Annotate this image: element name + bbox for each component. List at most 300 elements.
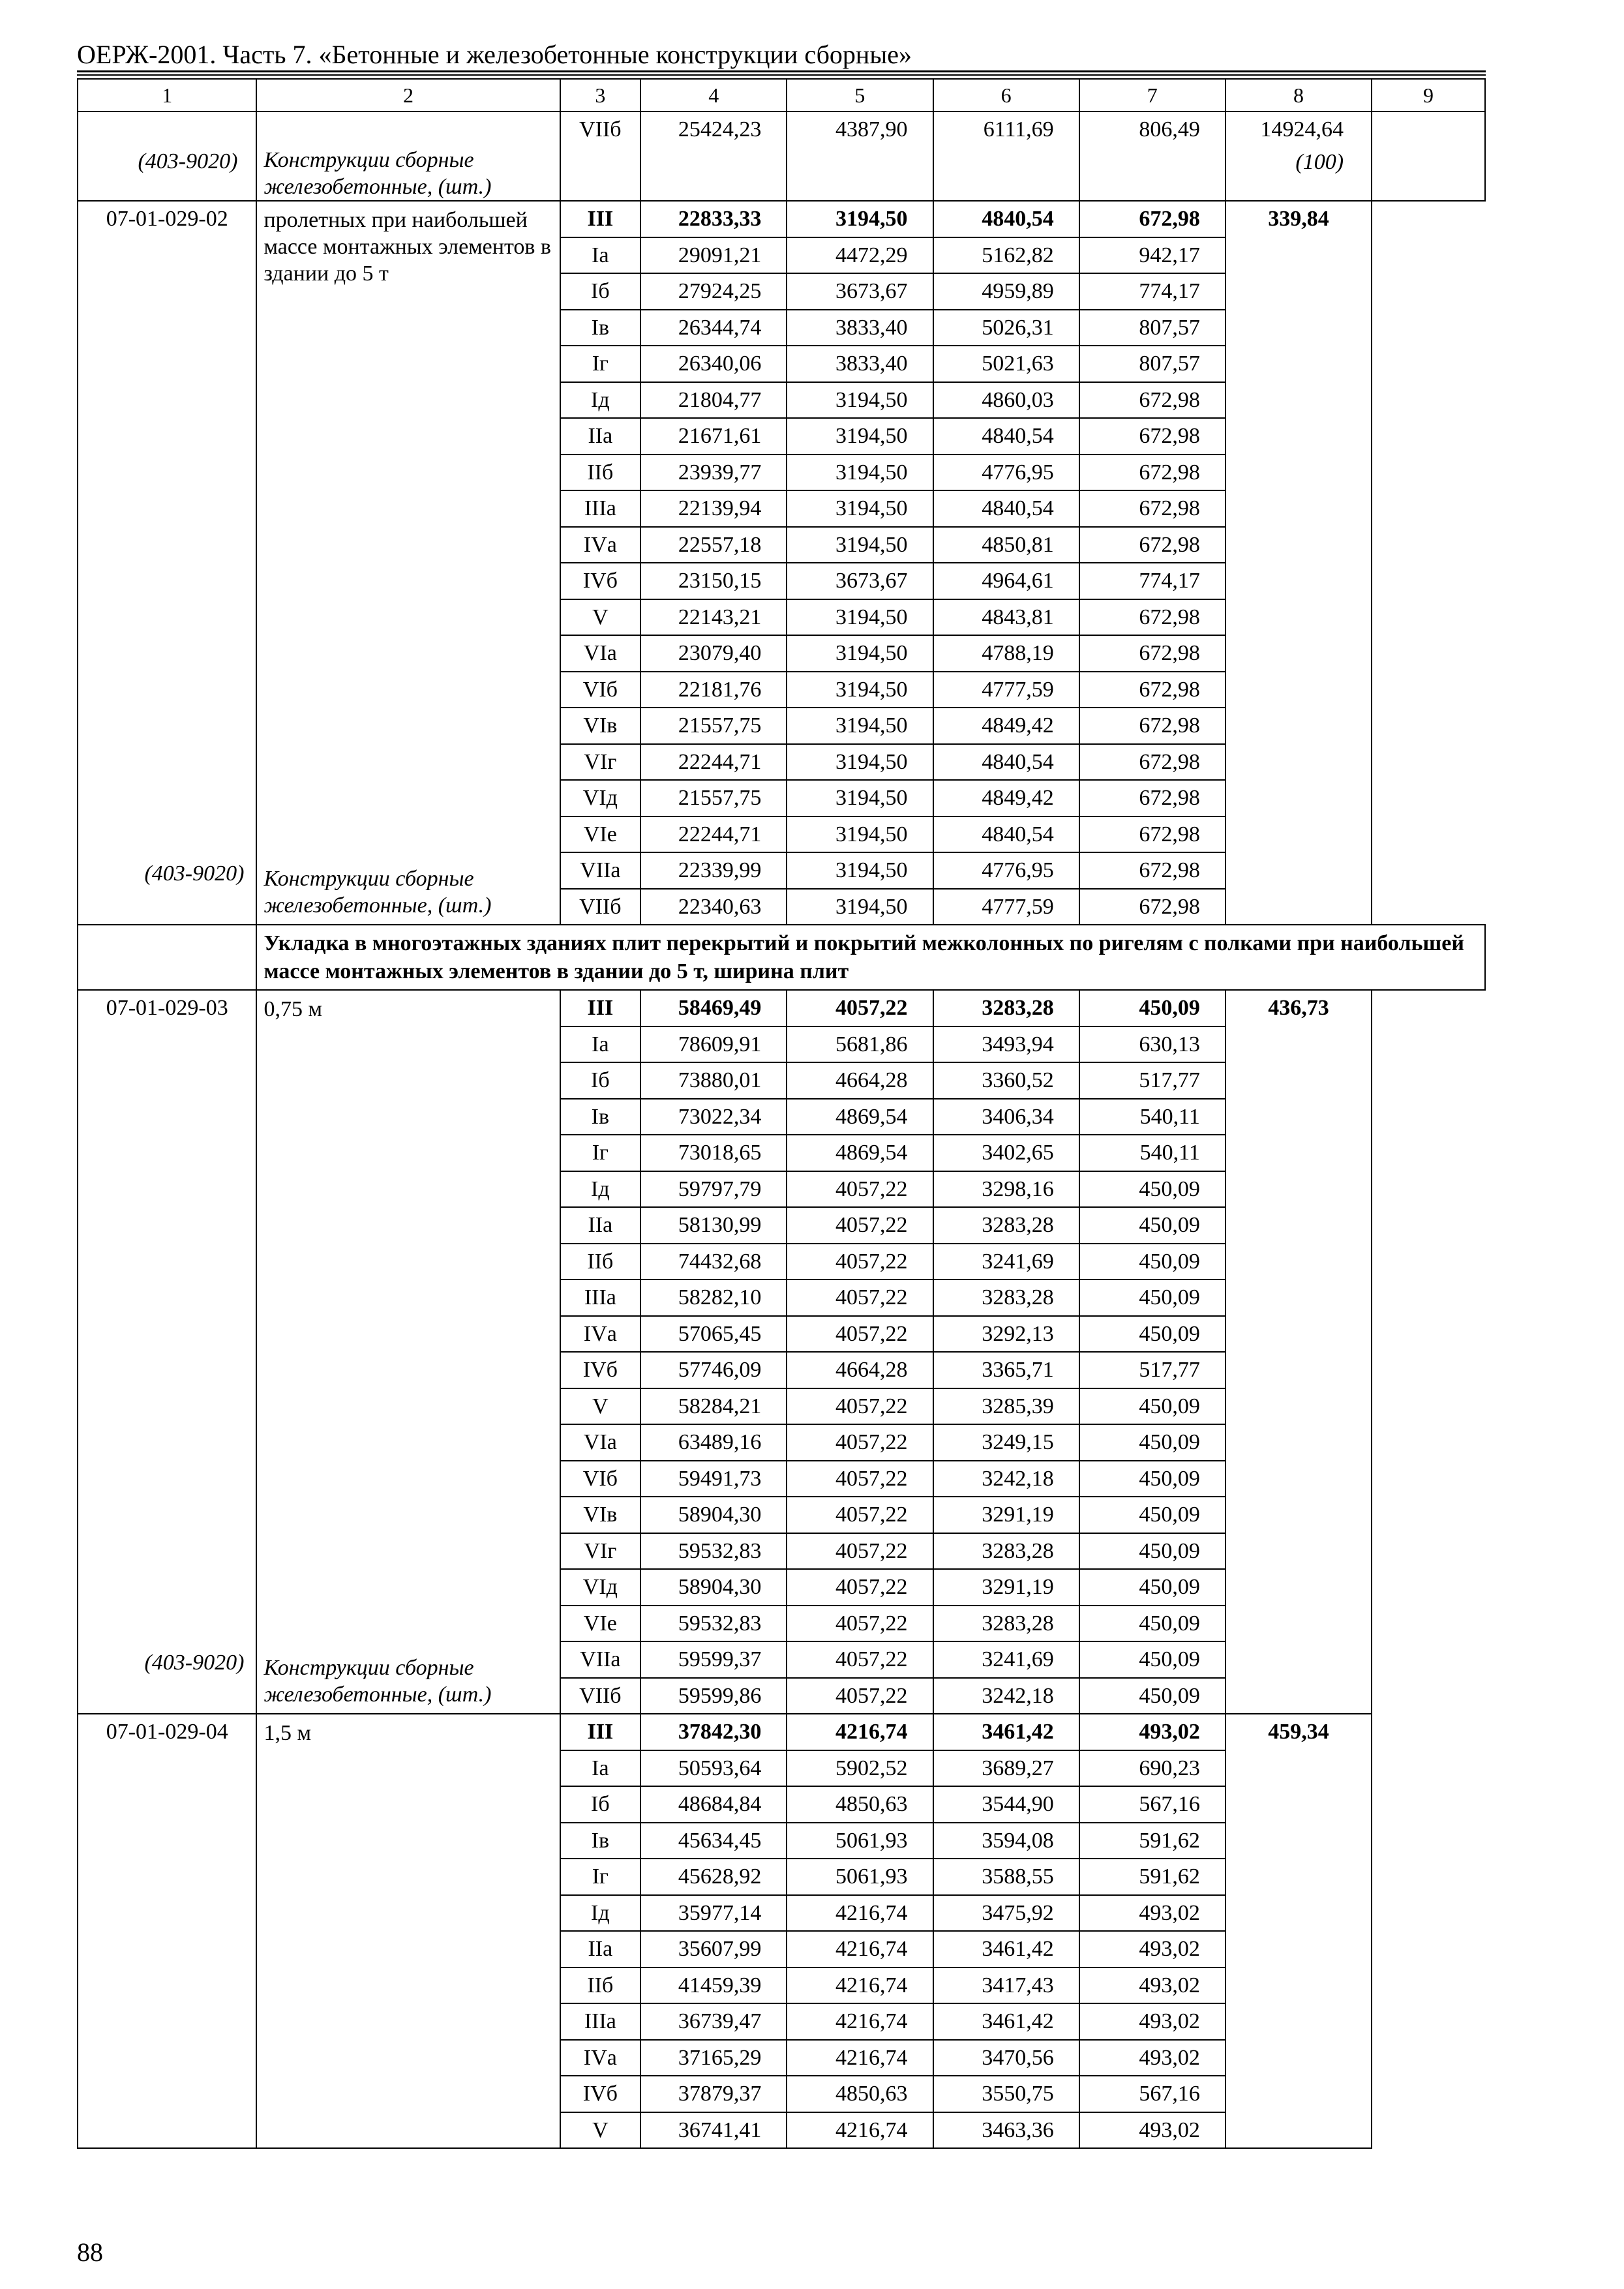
labor-cost-cell: 3194,50 (787, 780, 933, 816)
direct-cost-cell: 23939,77 (640, 455, 787, 491)
direct-cost-cell: 41459,39 (640, 1967, 787, 2004)
zone-cell: VIв (560, 708, 641, 744)
machine-cost-cell: 4860,03 (933, 382, 1079, 419)
direct-cost-cell: 22139,94 (640, 490, 787, 527)
labor-cost-cell: 4057,22 (787, 1641, 933, 1678)
labor-cost-cell: 3194,50 (787, 490, 933, 527)
direct-cost-cell: 25424,23 (640, 112, 787, 201)
direct-cost-cell: 58284,21 (640, 1388, 787, 1425)
materials-value: 14924,64 (1260, 117, 1344, 142)
labor-cost-cell: 3194,50 (787, 708, 933, 744)
zone-cell: Iв (560, 1823, 641, 1859)
machine-cost-cell: 4776,95 (933, 852, 1079, 889)
labor-cost-cell: 3673,67 (787, 563, 933, 599)
zone-cell: IVб (560, 2076, 641, 2112)
labor-cost-cell: 3673,67 (787, 273, 933, 310)
direct-cost-cell: 21557,75 (640, 780, 787, 816)
direct-cost-cell: 74432,68 (640, 1244, 787, 1280)
zone-cell: IVб (560, 563, 641, 599)
zone-cell: VIб (560, 1461, 641, 1497)
operator-wage-cell: 567,16 (1079, 1786, 1226, 1823)
operator-wage-cell: 672,98 (1079, 744, 1226, 781)
labor-cost-cell: 4216,74 (787, 1895, 933, 1932)
operator-wage-cell: 672,98 (1079, 889, 1226, 925)
zone-cell: IIIа (560, 490, 641, 527)
zone-cell: Iд (560, 382, 641, 419)
operator-wage-cell: 517,77 (1079, 1352, 1226, 1388)
labor-cost-cell: 3194,50 (787, 201, 933, 237)
direct-cost-cell: 21671,61 (640, 418, 787, 455)
direct-cost-cell: 57746,09 (640, 1352, 787, 1388)
zone-cell: IVа (560, 527, 641, 563)
running-header: ОЕРЖ-2001. Часть 7. «Бетонные и железобетонные конструкции сборные» (77, 40, 912, 69)
section-title: Укладка в многоэтажных зданиях плит перекрытий и покрытий межколонных по ригелям с полками при наибольшей массе монтажных элементов в здании до 5 т, ширина плит (256, 925, 1485, 990)
extra-cost-cell: 339,84 (1226, 201, 1372, 925)
operator-wage-cell: 493,02 (1079, 1967, 1226, 2004)
column-number: 7 (1079, 79, 1226, 112)
column-number: 6 (933, 79, 1079, 112)
labor-cost-cell: 4057,22 (787, 1279, 933, 1316)
machine-cost-cell: 3402,65 (933, 1135, 1079, 1171)
zone-cell: IIб (560, 455, 641, 491)
section-title-row (78, 925, 1485, 990)
direct-cost-cell: 45628,92 (640, 1859, 787, 1895)
table-row (78, 201, 1485, 237)
machine-cost-cell: 3406,34 (933, 1099, 1079, 1135)
labor-cost-cell: 4216,74 (787, 2003, 933, 2040)
machine-cost-cell: 3283,28 (933, 1279, 1079, 1316)
zone-cell: IIIа (560, 2003, 641, 2040)
zone-cell: V (560, 1388, 641, 1425)
zone-cell: III (560, 990, 641, 1026)
labor-cost-cell: 4216,74 (787, 2040, 933, 2076)
operator-wage-cell: 450,09 (1079, 1533, 1226, 1570)
name-cell (256, 990, 560, 1714)
zone-cell: VIIа (560, 852, 641, 889)
operator-wage-cell: 672,98 (1079, 708, 1226, 744)
zone-cell: Iа (560, 1750, 641, 1787)
machine-cost-cell: 4788,19 (933, 635, 1079, 672)
direct-cost-cell: 73880,01 (640, 1062, 787, 1099)
work-name: 1,5 м (263, 1721, 311, 1745)
labor-cost-cell: 5061,93 (787, 1823, 933, 1859)
zone-cell: III (560, 1714, 641, 1750)
machine-cost-cell: 3285,39 (933, 1388, 1079, 1425)
direct-cost-cell: 59797,79 (640, 1171, 787, 1208)
machine-cost-cell: 3588,55 (933, 1859, 1079, 1895)
operator-wage-cell: 450,09 (1079, 1207, 1226, 1244)
name-cell (256, 1714, 560, 2148)
labor-cost-cell: 4057,22 (787, 1461, 933, 1497)
column-number: 2 (256, 79, 560, 112)
machine-cost-cell: 4849,42 (933, 708, 1079, 744)
labor-cost-cell: 3833,40 (787, 310, 933, 346)
zone-cell: Iд (560, 1895, 641, 1932)
direct-cost-cell: 21557,75 (640, 708, 787, 744)
labor-cost-cell: 5061,93 (787, 1859, 933, 1895)
machine-cost-cell: 4777,59 (933, 889, 1079, 925)
work-code: 07-01-029-04 (106, 1720, 228, 1744)
operator-wage-cell: 450,09 (1079, 1606, 1226, 1642)
direct-cost-cell: 35977,14 (640, 1895, 787, 1932)
column-number: 5 (787, 79, 933, 112)
machine-cost-cell: 3242,18 (933, 1678, 1079, 1714)
labor-cost-cell: 3194,50 (787, 889, 933, 925)
labor-cost-cell: 4057,22 (787, 1533, 933, 1570)
zone-cell: IIа (560, 1207, 641, 1244)
machine-cost-cell: 3689,27 (933, 1750, 1079, 1787)
machine-cost-cell: 5021,63 (933, 346, 1079, 382)
direct-cost-cell: 36741,41 (640, 2112, 787, 2149)
machine-cost-cell: 4840,54 (933, 201, 1079, 237)
direct-cost-cell: 63489,16 (640, 1424, 787, 1461)
operator-wage-cell: 672,98 (1079, 599, 1226, 636)
labor-cost-cell: 4057,22 (787, 990, 933, 1026)
direct-cost-cell: 58904,30 (640, 1497, 787, 1533)
direct-cost-cell: 78609,91 (640, 1026, 787, 1063)
operator-wage-cell: 807,57 (1079, 310, 1226, 346)
machine-cost-cell: 3594,08 (933, 1823, 1079, 1859)
operator-wage-cell: 690,23 (1079, 1750, 1226, 1787)
resource-quantity: (100) (1295, 149, 1344, 174)
labor-cost-cell: 4057,22 (787, 1388, 933, 1425)
direct-cost-cell: 22340,63 (640, 889, 787, 925)
machine-cost-cell: 3493,94 (933, 1026, 1079, 1063)
column-number: 9 (1372, 79, 1485, 112)
machine-cost-cell: 3283,28 (933, 990, 1079, 1026)
name-cell (256, 201, 560, 925)
operator-wage-cell: 672,98 (1079, 455, 1226, 491)
resource-code: (403-9020) (144, 861, 245, 886)
direct-cost-cell: 37879,37 (640, 2076, 787, 2112)
column-number: 4 (640, 79, 787, 112)
operator-wage-cell: 630,13 (1079, 1026, 1226, 1063)
zone-cell: Iг (560, 346, 641, 382)
zone-cell: IIб (560, 1967, 641, 2004)
zone-cell: VIIб (560, 1678, 641, 1714)
operator-wage-cell: 672,98 (1079, 635, 1226, 672)
labor-cost-cell: 4057,22 (787, 1424, 933, 1461)
labor-cost-cell: 4057,22 (787, 1171, 933, 1208)
operator-wage-cell: 942,17 (1079, 237, 1226, 274)
direct-cost-cell: 58282,10 (640, 1279, 787, 1316)
zone-cell: Iв (560, 1099, 641, 1135)
operator-wage-cell: 672,98 (1079, 490, 1226, 527)
zone-cell: Iб (560, 1786, 641, 1823)
machine-cost-cell: 3417,43 (933, 1967, 1079, 2004)
direct-cost-cell: 58904,30 (640, 1569, 787, 1606)
zone-cell: VIIа (560, 1641, 641, 1678)
operator-wage-cell: 493,02 (1079, 2040, 1226, 2076)
machine-cost-cell: 4964,61 (933, 563, 1079, 599)
operator-wage-cell: 806,49 (1079, 112, 1226, 201)
direct-cost-cell: 37165,29 (640, 2040, 787, 2076)
operator-wage-cell: 450,09 (1079, 1316, 1226, 1353)
machine-cost-cell: 4843,81 (933, 599, 1079, 636)
zone-cell: III (560, 201, 641, 237)
direct-cost-cell: 26340,06 (640, 346, 787, 382)
work-name: 0,75 м (263, 997, 322, 1021)
machine-cost-cell: 4850,81 (933, 527, 1079, 563)
machine-cost-cell: 3470,56 (933, 2040, 1079, 2076)
zone-cell: Iб (560, 273, 641, 310)
labor-cost-cell: 4216,74 (787, 1967, 933, 2004)
machine-cost-cell: 3283,28 (933, 1207, 1079, 1244)
labor-cost-cell: 4850,63 (787, 2076, 933, 2112)
labor-cost-cell: 3833,40 (787, 346, 933, 382)
labor-cost-cell: 4057,22 (787, 1606, 933, 1642)
labor-cost-cell: 4664,28 (787, 1062, 933, 1099)
direct-cost-cell: 29091,21 (640, 237, 787, 274)
direct-cost-cell: 73018,65 (640, 1135, 787, 1171)
direct-cost-cell: 58469,49 (640, 990, 787, 1026)
zone-cell: VIе (560, 1606, 641, 1642)
direct-cost-cell: 59599,86 (640, 1678, 787, 1714)
labor-cost-cell: 3194,50 (787, 744, 933, 781)
machine-cost-cell: 4840,54 (933, 744, 1079, 781)
labor-cost-cell: 4472,29 (787, 237, 933, 274)
direct-cost-cell: 59532,83 (640, 1606, 787, 1642)
operator-wage-cell: 540,11 (1079, 1099, 1226, 1135)
zone-cell: IIIа (560, 1279, 641, 1316)
machine-cost-cell: 6111,69 (933, 112, 1079, 201)
direct-cost-cell: 22244,71 (640, 816, 787, 853)
machine-cost-cell: 3461,42 (933, 1931, 1079, 1967)
operator-wage-cell: 517,77 (1079, 1062, 1226, 1099)
labor-cost-cell: 4057,22 (787, 1207, 933, 1244)
labor-cost-cell: 4216,74 (787, 1931, 933, 1967)
direct-cost-cell: 57065,45 (640, 1316, 787, 1353)
machine-cost-cell: 3360,52 (933, 1062, 1079, 1099)
zone-cell: Iг (560, 1135, 641, 1171)
operator-wage-cell: 672,98 (1079, 201, 1226, 237)
machine-cost-cell: 3550,75 (933, 2076, 1079, 2112)
operator-wage-cell: 450,09 (1079, 1279, 1226, 1316)
extra-cost-cell: 459,34 (1226, 1714, 1372, 2148)
zone-cell: VIе (560, 816, 641, 853)
labor-cost-cell: 4216,74 (787, 2112, 933, 2149)
section-spacer (78, 925, 256, 990)
machine-cost-cell: 3241,69 (933, 1244, 1079, 1280)
labor-cost-cell: 4057,22 (787, 1497, 933, 1533)
direct-cost-cell: 73022,34 (640, 1099, 787, 1135)
column-number: 1 (78, 79, 256, 112)
zone-cell: VIг (560, 1533, 641, 1570)
zone-cell: Iб (560, 1062, 641, 1099)
machine-cost-cell: 3291,19 (933, 1569, 1079, 1606)
operator-wage-cell: 774,17 (1079, 563, 1226, 599)
zone-cell: IVа (560, 1316, 641, 1353)
labor-cost-cell: 4057,22 (787, 1678, 933, 1714)
operator-wage-cell: 450,09 (1079, 990, 1226, 1026)
materials-cost-cell (1226, 112, 1372, 201)
column-number-row (78, 79, 1485, 112)
code-cell (78, 990, 256, 1714)
work-code: 07-01-029-03 (106, 996, 228, 1020)
code-cell (78, 112, 256, 201)
labor-cost-cell: 4057,22 (787, 1569, 933, 1606)
direct-cost-cell: 23150,15 (640, 563, 787, 599)
machine-cost-cell: 3292,13 (933, 1316, 1079, 1353)
table-body (78, 79, 1485, 2148)
operator-wage-cell: 672,98 (1079, 852, 1226, 889)
machine-cost-cell: 3475,92 (933, 1895, 1079, 1932)
page-number: 88 (77, 2237, 103, 2267)
machine-cost-cell: 4959,89 (933, 273, 1079, 310)
direct-cost-cell: 36739,47 (640, 2003, 787, 2040)
machine-cost-cell: 4776,95 (933, 455, 1079, 491)
zone-cell: VIг (560, 744, 641, 781)
zone-cell: Iа (560, 1026, 641, 1063)
rates-table (77, 78, 1486, 2149)
table-row (78, 112, 1485, 201)
operator-wage-cell: 493,02 (1079, 1714, 1226, 1750)
direct-cost-cell: 23079,40 (640, 635, 787, 672)
machine-cost-cell: 4840,54 (933, 816, 1079, 853)
zone-cell: Iд (560, 1171, 641, 1208)
operator-wage-cell: 672,98 (1079, 816, 1226, 853)
machine-cost-cell: 3241,69 (933, 1641, 1079, 1678)
direct-cost-cell: 26344,74 (640, 310, 787, 346)
direct-cost-cell: 45634,45 (640, 1823, 787, 1859)
direct-cost-cell: 35607,99 (640, 1931, 787, 1967)
operator-wage-cell: 540,11 (1079, 1135, 1226, 1171)
machine-cost-cell: 4849,42 (933, 780, 1079, 816)
labor-cost-cell: 3194,50 (787, 672, 933, 708)
zone-cell: Iа (560, 237, 641, 274)
zone-cell: VIд (560, 1569, 641, 1606)
labor-cost-cell: 3194,50 (787, 527, 933, 563)
operator-wage-cell: 450,09 (1079, 1569, 1226, 1606)
name-cell (256, 112, 560, 201)
table-row (78, 1714, 1485, 1750)
zone-cell: V (560, 599, 641, 636)
zone-cell: Iг (560, 1859, 641, 1895)
machine-cost-cell: 3544,90 (933, 1786, 1079, 1823)
operator-wage-cell: 450,09 (1079, 1244, 1226, 1280)
labor-cost-cell: 5902,52 (787, 1750, 933, 1787)
direct-cost-cell: 22143,21 (640, 599, 787, 636)
direct-cost-cell: 59599,37 (640, 1641, 787, 1678)
zone-cell: VIIб (560, 889, 641, 925)
work-code: 07-01-029-02 (106, 207, 228, 231)
machine-cost-cell: 3461,42 (933, 2003, 1079, 2040)
machine-cost-cell: 5162,82 (933, 237, 1079, 274)
machine-cost-cell: 4840,54 (933, 418, 1079, 455)
labor-cost-cell: 5681,86 (787, 1026, 933, 1063)
machine-cost-cell: 4840,54 (933, 490, 1079, 527)
resource-name: Конструкции сборные железобетонные, (шт.) (263, 148, 492, 199)
operator-wage-cell: 591,62 (1079, 1823, 1226, 1859)
direct-cost-cell: 27924,25 (640, 273, 787, 310)
labor-cost-cell: 3194,50 (787, 816, 933, 853)
zone-cell: VIа (560, 635, 641, 672)
labor-cost-cell: 3194,50 (787, 599, 933, 636)
header-rule (77, 70, 1486, 72)
zone-cell: VIб (560, 672, 641, 708)
code-cell (78, 201, 256, 925)
labor-cost-cell: 4216,74 (787, 1714, 933, 1750)
labor-cost-cell: 4869,54 (787, 1099, 933, 1135)
labor-cost-cell: 3194,50 (787, 418, 933, 455)
header-rule-thin (77, 74, 1486, 76)
machine-cost-cell: 3242,18 (933, 1461, 1079, 1497)
direct-cost-cell: 37842,30 (640, 1714, 787, 1750)
labor-cost-cell: 4869,54 (787, 1135, 933, 1171)
resource-code: (403-9020) (144, 1651, 245, 1675)
direct-cost-cell: 22557,18 (640, 527, 787, 563)
direct-cost-cell: 58130,99 (640, 1207, 787, 1244)
operator-wage-cell: 672,98 (1079, 780, 1226, 816)
extra-cell (1372, 112, 1485, 201)
labor-cost-cell: 4850,63 (787, 1786, 933, 1823)
column-number: 3 (560, 79, 641, 112)
labor-cost-cell: 4664,28 (787, 1352, 933, 1388)
operator-wage-cell: 672,98 (1079, 382, 1226, 419)
direct-cost-cell: 22339,99 (640, 852, 787, 889)
operator-wage-cell: 450,09 (1079, 1678, 1226, 1714)
operator-wage-cell: 450,09 (1079, 1497, 1226, 1533)
operator-wage-cell: 493,02 (1079, 1895, 1226, 1932)
table-row (78, 990, 1485, 1026)
zone-cell: IVб (560, 1352, 641, 1388)
operator-wage-cell: 450,09 (1079, 1424, 1226, 1461)
operator-wage-cell: 672,98 (1079, 672, 1226, 708)
zone-cell: VIа (560, 1424, 641, 1461)
operator-wage-cell: 672,98 (1079, 418, 1226, 455)
extra-cost-cell: 436,73 (1226, 990, 1372, 1714)
direct-cost-cell: 22181,76 (640, 672, 787, 708)
machine-cost-cell: 4777,59 (933, 672, 1079, 708)
resource-name: Конструкции сборные железобетонные, (шт.) (263, 867, 492, 918)
direct-cost-cell: 59532,83 (640, 1533, 787, 1570)
labor-cost-cell: 4057,22 (787, 1244, 933, 1280)
machine-cost-cell: 3298,16 (933, 1171, 1079, 1208)
resource-code: (403-9020) (138, 149, 238, 173)
operator-wage-cell: 672,98 (1079, 527, 1226, 563)
direct-cost-cell: 48684,84 (640, 1786, 787, 1823)
labor-cost-cell: 3194,50 (787, 852, 933, 889)
machine-cost-cell: 3365,71 (933, 1352, 1079, 1388)
direct-cost-cell: 50593,64 (640, 1750, 787, 1787)
direct-cost-cell: 21804,77 (640, 382, 787, 419)
machine-cost-cell: 3283,28 (933, 1533, 1079, 1570)
zone-cell: Iв (560, 310, 641, 346)
operator-wage-cell: 567,16 (1079, 2076, 1226, 2112)
direct-cost-cell: 22833,33 (640, 201, 787, 237)
operator-wage-cell: 450,09 (1079, 1388, 1226, 1425)
operator-wage-cell: 774,17 (1079, 273, 1226, 310)
machine-cost-cell: 3291,19 (933, 1497, 1079, 1533)
direct-cost-cell: 59491,73 (640, 1461, 787, 1497)
zone-cell: IIа (560, 1931, 641, 1967)
labor-cost-cell: 3194,50 (787, 455, 933, 491)
machine-cost-cell: 3283,28 (933, 1606, 1079, 1642)
machine-cost-cell: 3461,42 (933, 1714, 1079, 1750)
resource-name: Конструкции сборные железобетонные, (шт.) (263, 1656, 492, 1707)
operator-wage-cell: 450,09 (1079, 1171, 1226, 1208)
labor-cost-cell: 4387,90 (787, 112, 933, 201)
work-name: пролетных при наибольшей массе монтажных элементов в здании до 5 т (263, 208, 551, 286)
operator-wage-cell: 450,09 (1079, 1461, 1226, 1497)
machine-cost-cell: 5026,31 (933, 310, 1079, 346)
labor-cost-cell: 3194,50 (787, 635, 933, 672)
operator-wage-cell: 493,02 (1079, 2003, 1226, 2040)
zone-cell: VIд (560, 780, 641, 816)
zone-cell: V (560, 2112, 641, 2149)
machine-cost-cell: 3463,36 (933, 2112, 1079, 2149)
zone-cell: VIIб (560, 112, 641, 201)
